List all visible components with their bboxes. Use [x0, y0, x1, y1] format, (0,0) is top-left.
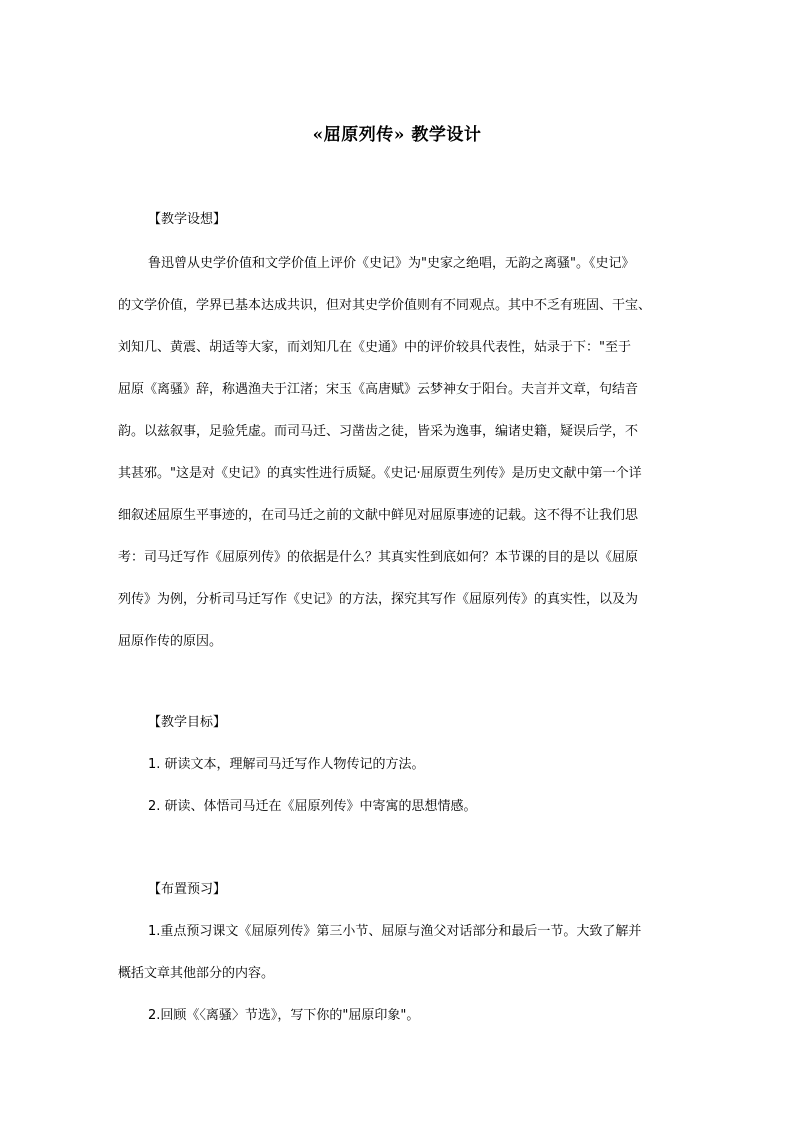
preview-item: 2.回顾《〈离骚〉节选》，写下你的"屈原印象"。 [148, 1008, 420, 1023]
document-title: «屈原列传» 教学设计 [312, 125, 482, 145]
paragraph-line: 考：司马迁写作《屈原列传》的依据是什么？其真实性到底如何？本节课的目的是以《屈原 [118, 550, 639, 565]
paragraph-line: 细叙述屈原生平事迹的，在司马迁之前的文献中鲜见对屈原事迹的记载。这不得不让我们思 [118, 508, 639, 523]
goal-item: 2. 研读、体悟司马迁在《屈原列传》中寄寓的思想情感。 [148, 799, 477, 814]
paragraph-line: 的文学价值，学界已基本达成共识，但对其史学价值则有不同观点。其中不乏有班固、干宝、 [118, 298, 652, 313]
paragraph-line: 屈原作传的原因。 [118, 634, 223, 649]
paragraph-line: 鲁迅曾从史学价值和文学价值上评价《史记》为"史家之绝唱，无韵之离骚"。《史记》 [148, 256, 635, 271]
paragraph-line: 其甚邪。"这是对《史记》的真实性进行质疑。《史记·屈原贾生列传》是历史文献中第一个详 [118, 466, 642, 481]
preview-line: 1.重点预习课文《屈原列传》第三小节、屈原与渔父对话部分和最后一节。大致了解并 [148, 924, 642, 939]
paragraph-line: 屈原《离骚》辞，称遇渔夫于江渚；宋玉《高唐赋》云梦神女于阳台。夫言并文章，句结音 [118, 382, 639, 397]
goal-item: 1. 研读文本，理解司马迁写作人物传记的方法。 [148, 757, 425, 772]
paragraph-line: 韵。以兹叙事，足验凭虚。而司马迁、习凿齿之徒，皆采为逸事，编诸史籍，疑误后学，不 [118, 424, 639, 439]
section-heading-preview: 【布置预习】 [148, 882, 227, 897]
preview-line: 概括文章其他部分的内容。 [118, 966, 275, 981]
paragraph-line: 刘知几、黄震、胡适等大家，而刘知几在《史通》中的评价较具代表性，姑录于下："至于 [118, 340, 631, 355]
paragraph-line: 列传》为例，分析司马迁写作《史记》的方法，探究其写作《屈原列传》的真实性，以及为 [118, 592, 639, 607]
section-heading-goals: 【教学目标】 [148, 715, 227, 730]
section-heading-design: 【教学设想】 [148, 212, 227, 227]
